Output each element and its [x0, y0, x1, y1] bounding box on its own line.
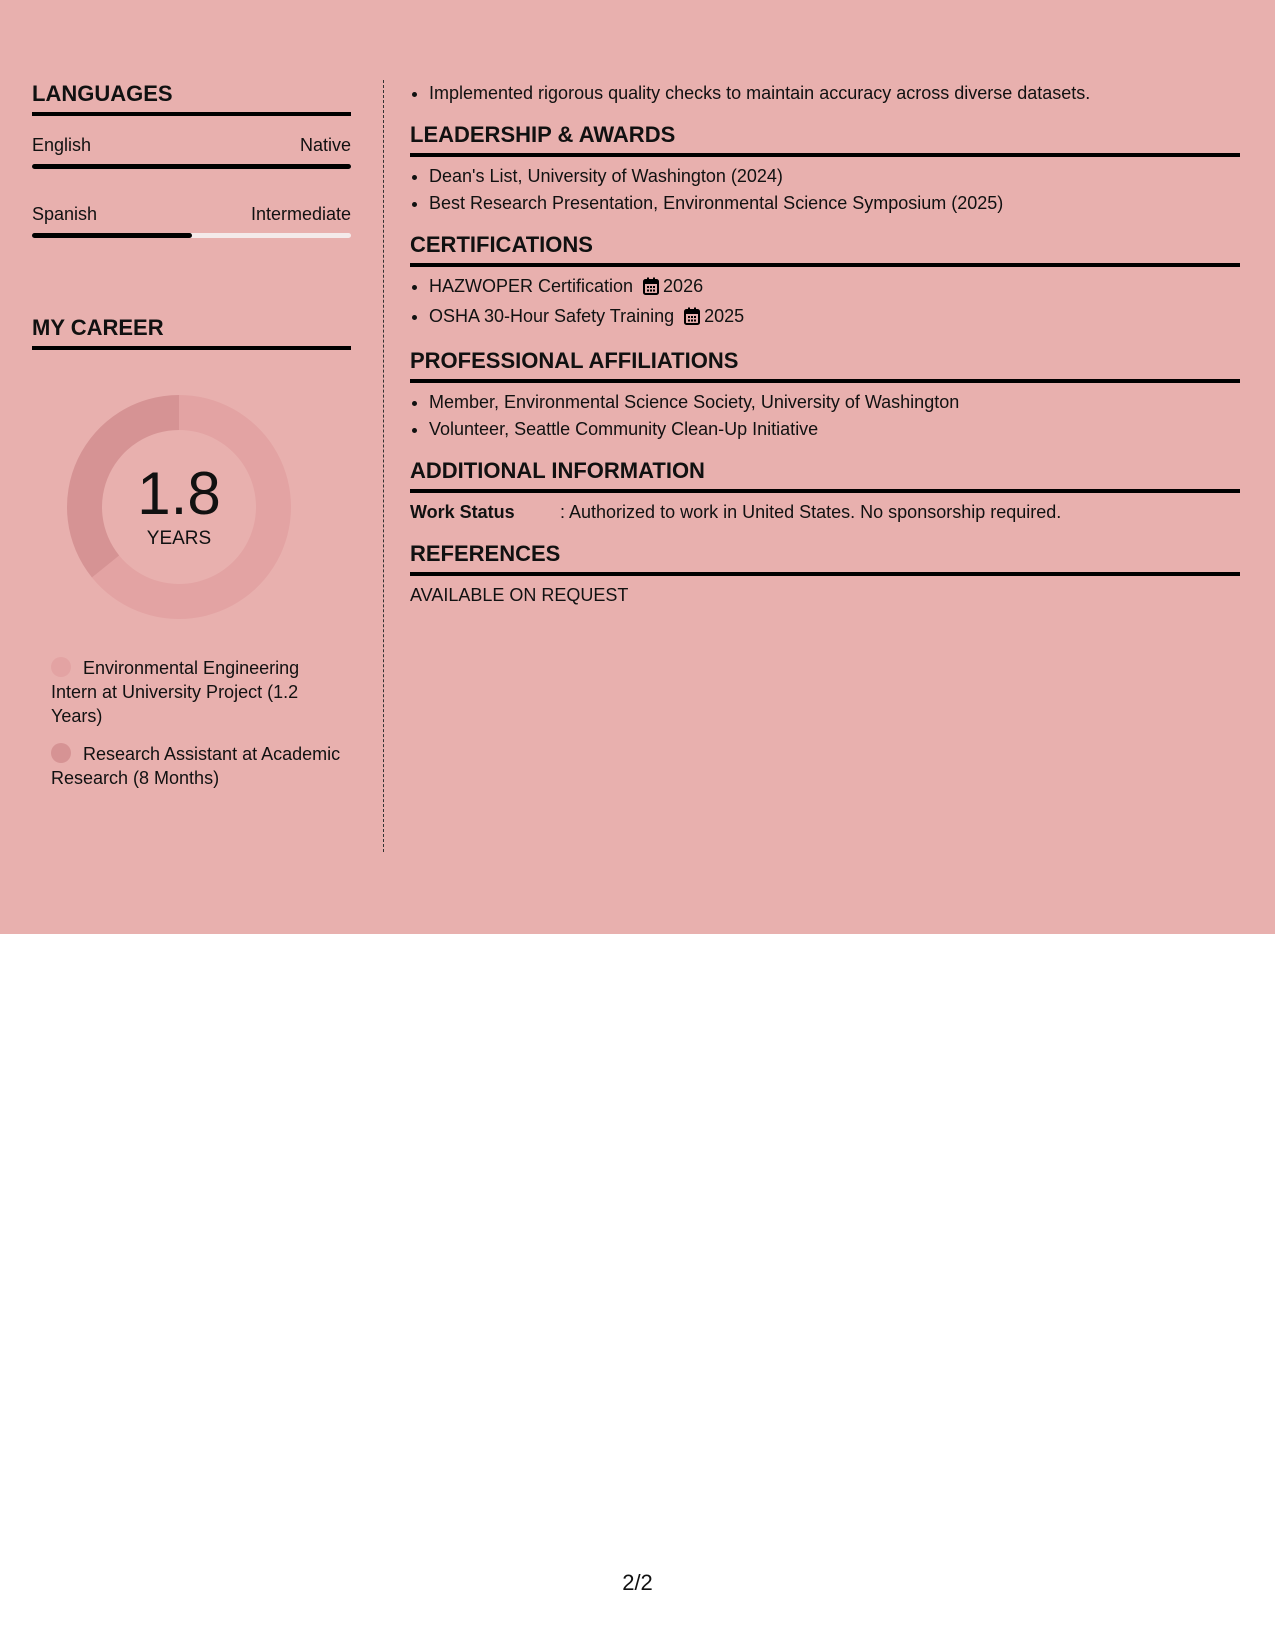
- legend-dot-icon: [51, 657, 71, 677]
- career-donut-chart: [64, 392, 294, 622]
- work-status-value: : Authorized to work in United States. No sponsorship required.: [560, 502, 1062, 522]
- calendar-icon: [684, 306, 700, 333]
- left-column: [32, 80, 351, 804]
- experience-bullets: [410, 80, 1240, 107]
- proficiency-bar: [32, 233, 351, 238]
- language-name: Spanish: [32, 204, 98, 224]
- languages-heading: LANGUAGES: [32, 80, 351, 116]
- legend-label: Research Assistant at Academic Research (8 Months): [51, 744, 341, 788]
- affiliations-section: [410, 347, 1240, 443]
- leadership-section: [410, 121, 1240, 217]
- additional-info-section: [410, 457, 1240, 526]
- legend-item: [51, 742, 341, 790]
- language-level: Intermediate: [250, 204, 351, 224]
- list-item: [429, 273, 1240, 303]
- certifications-heading: CERTIFICATIONS: [410, 231, 1240, 267]
- references-section: [410, 540, 1240, 609]
- legend-label: Environmental Engineering Intern at University Project (1.2 Years): [51, 658, 300, 726]
- language-name: English: [32, 135, 92, 155]
- career-total-number: 1.8: [137, 460, 221, 527]
- legend-item: [51, 656, 341, 728]
- proficiency-bar: [32, 164, 351, 169]
- career-legend: [51, 656, 341, 790]
- list-item: • Best Research Presentation, Environmental Science Symposium (2025): [429, 190, 1240, 217]
- certification-name: HAZWOPER Certification: [429, 276, 634, 296]
- certification-year: 2025: [704, 306, 745, 326]
- certification-year: 2026: [663, 276, 704, 296]
- list-item: • Member, Environmental Science Society, University of Washington: [429, 389, 1240, 416]
- career-heading: MY CAREER: [32, 314, 351, 350]
- language-level: Native: [299, 135, 351, 155]
- legend-dot-icon: [51, 743, 71, 763]
- leadership-heading: LEADERSHIP & AWARDS: [410, 121, 1240, 157]
- language-item-spanish: [32, 203, 351, 238]
- list-item: • Volunteer, Seattle Community Clean-Up Initiative: [429, 416, 1240, 443]
- proficiency-bar-fill: [32, 164, 351, 169]
- affiliations-heading: PROFESSIONAL AFFILIATIONS: [410, 347, 1240, 383]
- additional-info-heading: ADDITIONAL INFORMATION: [410, 457, 1240, 493]
- page-number: 2/2: [622, 1570, 653, 1595]
- list-item: • Dean's List, University of Washington (2024): [429, 163, 1240, 190]
- certifications-section: [410, 231, 1240, 333]
- list-item: [429, 303, 1240, 333]
- certification-name: OSHA 30-Hour Safety Training: [429, 306, 675, 326]
- list-item: • Implemented rigorous quality checks to maintain accuracy across diverse datasets.: [429, 80, 1240, 107]
- language-item-english: [32, 134, 351, 169]
- references-text: AVAILABLE ON REQUEST: [410, 585, 629, 605]
- work-status-label: Work Status: [410, 502, 515, 522]
- calendar-icon: [643, 276, 659, 303]
- column-divider: [383, 80, 384, 852]
- proficiency-bar-fill: [32, 233, 192, 238]
- right-column: [410, 80, 1240, 609]
- work-status-row: [410, 499, 1240, 526]
- references-heading: REFERENCES: [410, 540, 1240, 576]
- career-total-unit: YEARS: [146, 528, 212, 549]
